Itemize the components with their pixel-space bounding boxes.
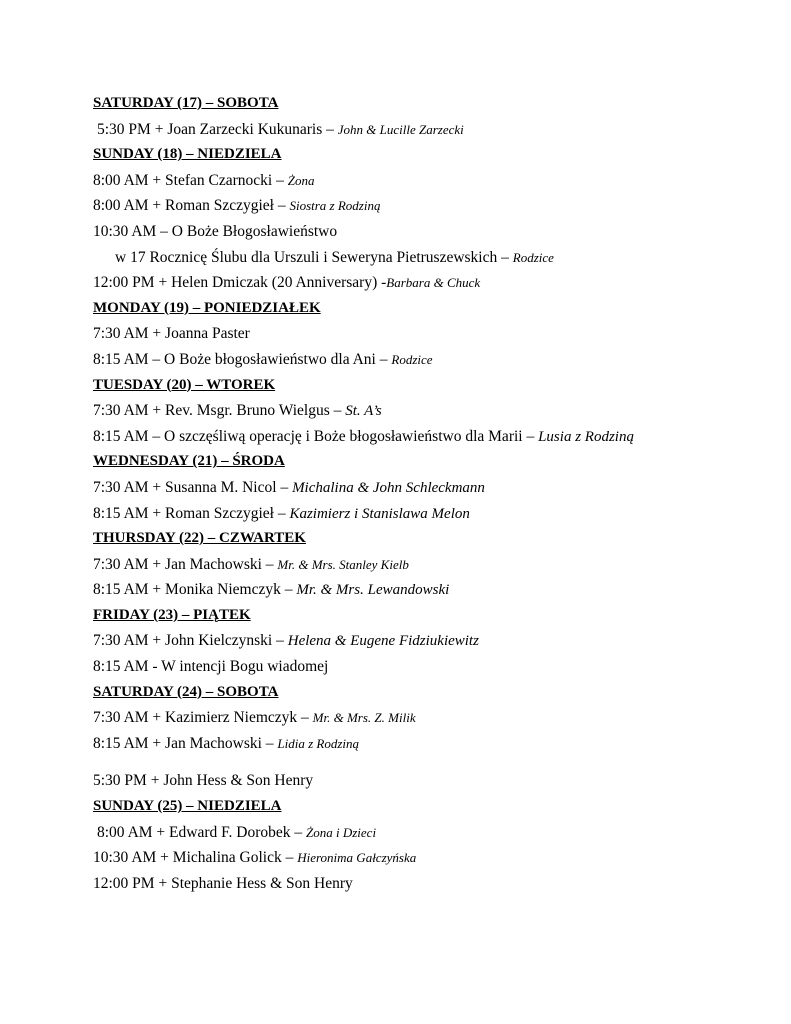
entry-separator: – [501, 248, 513, 266]
mass-entry [93, 577, 773, 603]
entry-text: 7:30 AM + Kazimierz Niemczyk [93, 709, 302, 727]
day-heading: THURSDAY (22) – CZWARTEK [93, 530, 306, 547]
entry-text: 8:15 AM + Monika Niemczyk [93, 581, 285, 599]
entry-separator: – [294, 823, 306, 841]
entry-text: 12:00 PM + Helen Dmiczak (20 Anniversary) [93, 274, 382, 292]
entry-intention: Rodzice [391, 351, 433, 367]
entry-intention: Mr. & Mrs. Stanley Kielb [277, 556, 409, 572]
entry-intention: Hieronima Gałczyńska [297, 850, 417, 866]
mass-entry [93, 219, 773, 245]
entry-intention: John & Lucille Zarzecki [337, 121, 464, 137]
entry-text: 8:15 AM – O szczęśliwą operację i Boże błogosławieństwo dla Marii [93, 427, 527, 445]
mass-entry-continuation [93, 245, 773, 271]
entry-text: 8:00 AM + Roman Szczygieł [93, 197, 278, 215]
mass-entry [93, 347, 773, 373]
entry-text: 7:30 AM + John Kielczynski [93, 632, 277, 650]
entry-intention: Mr. & Mrs. Z. Milik [312, 710, 416, 726]
entry-intention: Siostra z Rodziną [289, 198, 381, 214]
entry-text: 10:30 AM + Michalina Golick [93, 849, 286, 867]
mass-entry [93, 475, 773, 501]
entry-separator: – [284, 581, 297, 599]
day-heading: FRIDAY (23) – PIĄTEK [93, 606, 251, 623]
entry-text: 8:15 AM + Jan Machowski [93, 734, 266, 752]
entry-intention: Żona [287, 172, 315, 188]
mass-entry [93, 654, 773, 680]
mass-entry [93, 552, 773, 578]
entry-separator: – [277, 504, 290, 522]
entry-text: 7:30 AM + Rev. Msgr. Bruno Wielgus [93, 402, 334, 420]
entry-separator: – [280, 478, 293, 496]
mass-schedule [93, 91, 773, 896]
mass-entry [93, 501, 773, 527]
mass-entry [93, 731, 773, 757]
entry-separator: – [277, 197, 290, 215]
entry-text: w 17 Rocznicę Ślubu dla Urszuli i Seweryna Pietruszewskich [115, 248, 502, 266]
entry-text: 8:00 AM + Stefan Czarnocki [93, 171, 277, 189]
mass-entry [93, 117, 773, 143]
day-heading: SATURDAY (24) – SOBOTA [93, 683, 279, 700]
entry-intention: Kazimierz i Stanislawa Melon [289, 505, 470, 522]
entry-intention: Michalina & John Schleckmann [292, 479, 485, 496]
entry-text: 8:00 AM + Edward F. Dorobek [97, 823, 295, 841]
entry-separator: – [276, 632, 288, 650]
entry-separator: – [326, 120, 338, 138]
entry-text: 8:15 AM - W intencji Bogu wiadomej [93, 658, 329, 676]
entry-separator: – [379, 350, 392, 368]
entry-text: 12:00 PM + Stephanie Hess & Son Henry [93, 874, 353, 892]
entry-text: 7:30 AM + Susanna M. Nicol [93, 478, 281, 496]
entry-separator: – [526, 427, 539, 445]
mass-entry [93, 398, 773, 424]
entry-separator: – [285, 849, 298, 867]
entry-intention: St. A’s [345, 403, 382, 420]
entry-separator: - [381, 274, 387, 292]
mass-entry [93, 820, 773, 846]
entry-intention: Żona i Dzieci [306, 824, 377, 840]
entry-intention: Mr. & Mrs. Lewandowski [296, 582, 450, 599]
day-heading: WEDNESDAY (21) – ŚRODA [93, 453, 285, 470]
mass-entry [93, 193, 773, 219]
entry-text: 5:30 PM + Joan Zarzecki Kukunaris [97, 120, 327, 138]
entry-intention: Helena & Eugene Fidziukiewitz [287, 633, 479, 650]
entry-intention: Lusia z Rodziną [538, 428, 634, 445]
mass-entry [93, 628, 773, 654]
entry-text: 8:15 AM – O Boże błogosławieństwo dla Ani [93, 350, 380, 368]
entry-separator: – [265, 734, 278, 752]
entry-text: 7:30 AM + Jan Machowski [93, 555, 266, 573]
day-heading: MONDAY (19) – PONIEDZIAŁEK [93, 299, 321, 316]
day-heading: SATURDAY (17) – SOBOTA [93, 95, 279, 111]
mass-entry [93, 871, 773, 897]
mass-entry [93, 321, 773, 347]
entry-separator: – [333, 402, 346, 420]
mass-entry [93, 168, 773, 194]
spacer [93, 756, 773, 768]
entry-separator: – [301, 709, 313, 727]
entry-text: 7:30 AM + Joanna Paster [93, 325, 250, 343]
entry-text: 8:15 AM + Roman Szczygieł [93, 504, 278, 522]
entry-text: 5:30 PM + John Hess & Son Henry [93, 772, 314, 790]
entry-intention: Rodzice [512, 249, 554, 265]
mass-entry [93, 705, 773, 731]
entry-intention: Barbara & Chuck [386, 275, 481, 291]
day-heading: SUNDAY (18) – NIEDZIELA [93, 146, 282, 163]
entry-intention: Lidia z Rodziną [277, 735, 360, 751]
mass-entry [93, 845, 773, 871]
entry-text: 10:30 AM – O Boże Błogosławieństwo [93, 222, 338, 240]
day-heading: TUESDAY (20) – WTOREK [93, 376, 276, 393]
entry-separator: – [265, 555, 278, 573]
mass-entry [93, 424, 773, 450]
mass-entry [93, 768, 773, 794]
mass-entry [93, 270, 773, 296]
day-heading: SUNDAY (25) – NIEDZIELA [93, 798, 282, 815]
entry-separator: – [276, 171, 288, 189]
